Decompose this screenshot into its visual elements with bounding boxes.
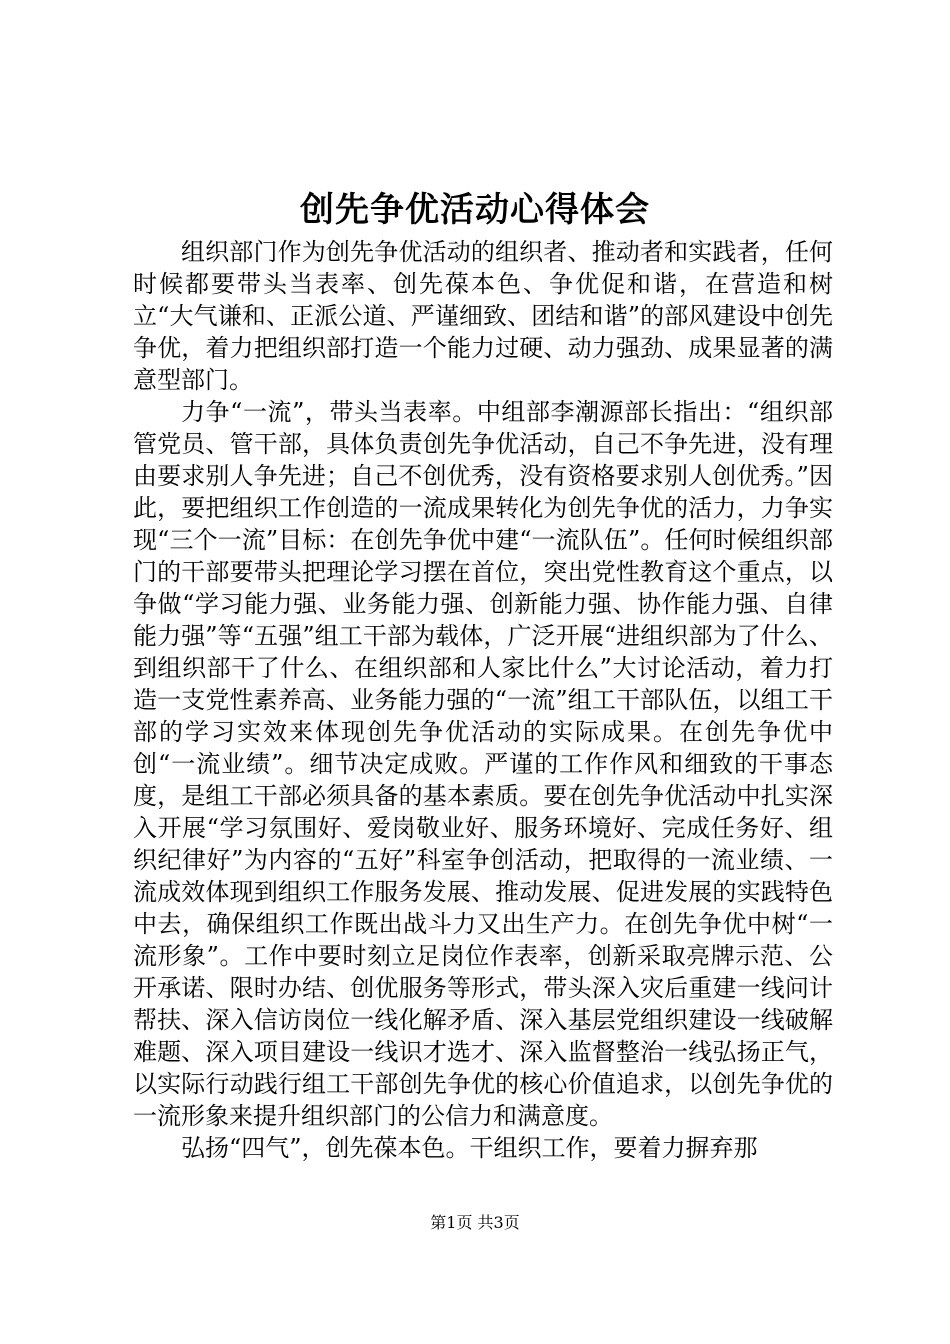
- document-title: 创先争优活动心得体会: [300, 190, 650, 230]
- paragraph-intro: 组织部门作为创先争优活动的组织者、推动者和实践者，任何时候都要带头当表率、创先葆本色、争优促和谐，在营造和树立“大气谦和、正派公道、严谨细致、团结和谐”的部风建设中创先争优，着力把组织部打造一个能力过硬、动力强劲、成果显著的满意型部门。: [133, 238, 833, 394]
- paragraph-first-class: 力争“一流”，带头当表率。中组部李潮源部长指出：“组织部管党员、管干部，具体负责创先争优活动，自己不争先进，没有理由要求别人争先进；自己不创优秀，没有资格要求别人创优秀。”因此，要把组织工作创造的一流成果转化为创先争优的活力，力争实现“三个一流”目标：在创先争优中建“一流队伍”。任何时候组织部门的干部要带头把理论学习摆在首位，突出党性教育这个重点，以争做“学习能力强、业务能力强、创新能力强、协作能力强、自律能力强”等“五强”组工干部为载体，广泛开展“进组织部为了什么、到组织部干了什么、在组织部和人家比什么”大讨论活动，着力打造一支党性素养高、业务能力强的“一流”组工干部队伍，以组工干部的学习实效来体现创先争优活动的实际成果。在创先争优中创“一流业绩”。细节决定成败。严谨的工作作风和细致的干事态度，是组工干部必须具备的基本素质。要在创先争优活动中扎实深入开展“学习氛围好、爱岗敬业好、服务环境好、完成任务好、组织纪律好”为内容的“五好”科室争创活动，把取得的一流业绩、一流成效体现到组织工作服务发展、推动发展、促进发展的实践特色中去，确保组织工作既出战斗力又出生产力。在创先争优中树“一流形象”。工作中要时刻立足岗位作表率，创新采取亮牌示范、公开承诺、限时办结、创优服务等形式，带头深入灾后重建一线问计帮扶、深入信访岗位一线化解矛盾、深入基层党组织建设一线破解难题、深入项目建设一线识才选才、深入监督整治一线弘扬正气，以实际行动践行组工干部创先争优的核心价值追求，以创先争优的一流形象来提升组织部门的公信力和满意度。: [133, 398, 833, 1130]
- document-body: [133, 236, 833, 1164]
- page-number-footer: 第1页 共3页: [430, 1213, 520, 1232]
- paragraph-four-qi: 弘扬“四气”，创先葆本色。干组织工作，要着力摒弃那: [181, 1134, 758, 1162]
